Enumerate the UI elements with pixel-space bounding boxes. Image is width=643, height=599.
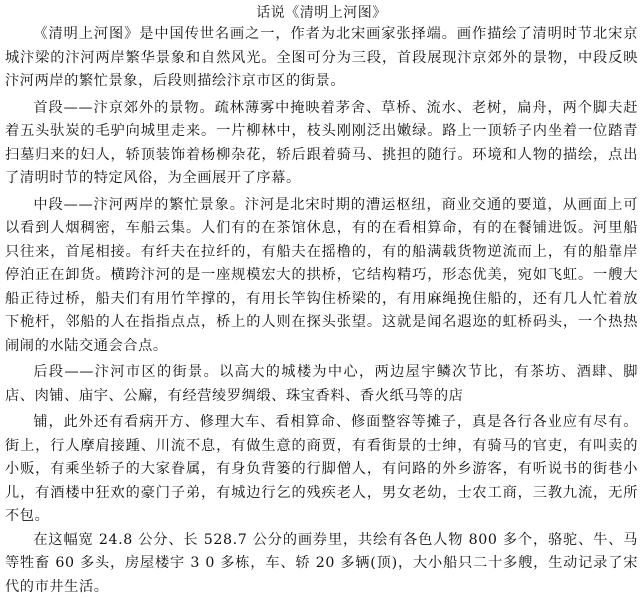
paragraph-last-section: 后段——汴河市区的街景。以高大的城楼为中心，两边屋宇鳞次节比，有茶坊、酒肆、脚店、肉铺、庙宇、公廨，有经营绫罗绸缎、珠宝香料、香火纸马等的店 (5, 361, 638, 408)
document-title: 话说《清明上河图》 (5, 3, 638, 23)
paragraph-intro: 《清明上河图》是中国传世名画之一，作者为北宋画家张择端。画作描绘了清明时节北宋京城汴梁的汴河两岸繁华景象和自然风光。全图可分为三段，首段展现汴京郊外的景物，中段反映汴河两岸的繁忙景象，后段则描绘汴京市区的街景。 (5, 23, 638, 94)
paragraph-first-section: 首段——汴京郊外的景物。疏林薄雾中掩映着茅舍、草桥、流水、老树，扁舟，两个脚夫赶着五头驮炭的毛驴向城里走来。一片柳林中，枝头刚刚泛出嫩绿。路上一顶轿子内坐着一位踏青扫墓归来的妇人，轿顶装饰着杨柳杂花，轿后跟着骑马、挑担的随行。环境和人物的描绘，点出了清明时节的特定风俗，为全画展开了序幕。 (5, 97, 638, 191)
paragraph-middle-section: 中段——汴河两岸的繁忙景象。汴河是北宋时期的漕运枢纽，商业交通的要道，从画面上可以看到人烟稠密，车船云集。人们有的在茶馆休息，有的在看相算命，有的在餐铺进饭。河里船只往来，首尾相接。有纤夫在拉纤的，有船夫在摇橹的，有的船满载货物逆流而上，有的船靠岸停泊正在卸货。横跨汴河的是一座规模宏大的拱桥，它结构精巧，形态优美，宛如飞虹。一艘大船正待过桥，船夫们有用竹竿撑的，有用长竿钩住桥梁的，有用麻绳挽住船的，还有几人忙着放下桅杆，邻船的人在指指点点，桥上的人则在探头张望。这就是闻名遐迩的虹桥码头，一个热热闹闹的水陆交通会合点。 (5, 194, 638, 359)
paragraph-last-section-continued: 铺，此外还有看病开方、修理大车、看相算命、修面整容等摊子，真是各行各业应有尽有。街上，行人摩肩接踵、川流不息，有做生意的商贾，有看街景的士绅，有骑马的官吏，有叫卖的小贩，有乘坐轿子的大家眷属，有身负背篓的行脚僧人，有问路的外乡游客，有听说书的街巷小儿，有酒楼中狂欢的豪门子弟，有城边行乞的残疾老人，男女老幼，士农工商，三教九流，无所不包。 (5, 411, 638, 529)
document-page (5, 3, 638, 583)
paragraph-summary: 在这幅宽 24.8 公分、长 528.7 公分的画券里，共绘有各色人物 800 多个，骆驼、牛、马等牲畜 60 多头，房屋楼宇 3 0 多栋，车、轿 20 多辆(顶)，大小船只二十多艘，生动记录了宋代的市井生活。 (5, 529, 638, 599)
